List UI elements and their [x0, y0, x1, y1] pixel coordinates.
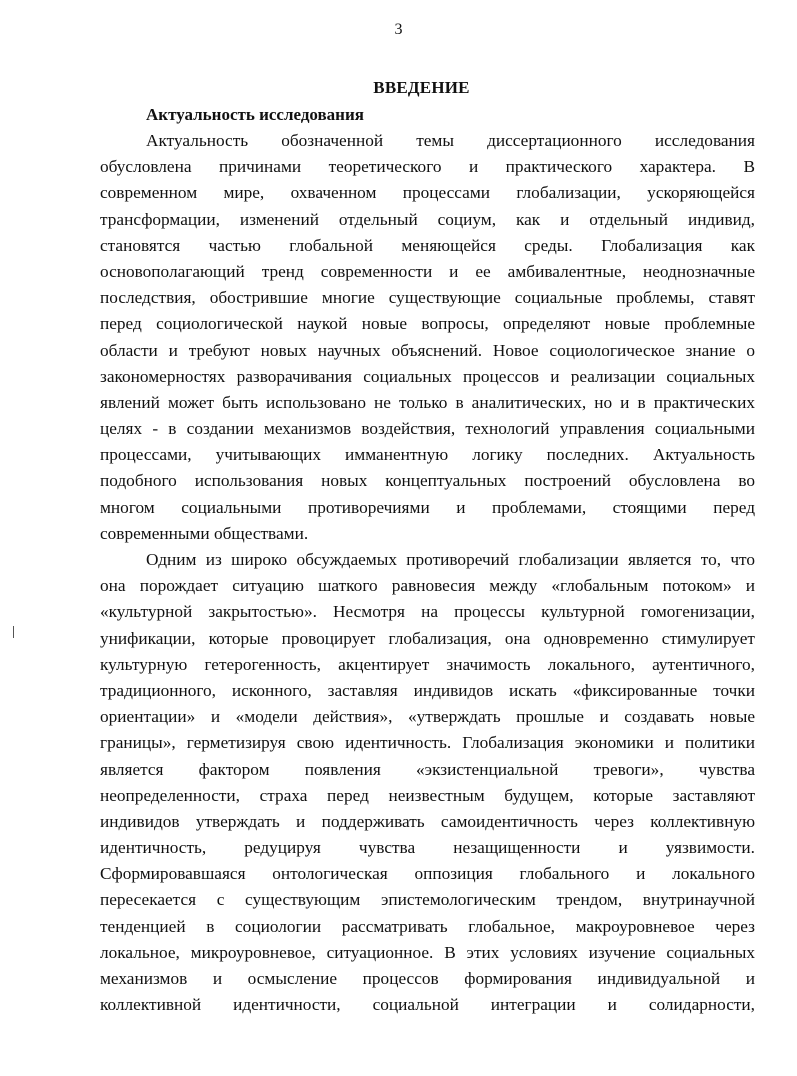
text-line: Актуальность обозначенной темы диссертационного исследования [146, 131, 755, 150]
text-line: становятся частью глобальной меняющейся среды. Глобализация как [100, 235, 755, 255]
text-line: границы», герметизируя свою идентичность. Глобализация экономики и политики [100, 733, 755, 753]
text-line: коллективной идентичности, социальной интеграции и солидарности, [100, 995, 755, 1015]
margin-mark [13, 626, 14, 638]
text-line: унификации, которые провоцирует глобализация, она одновременно стимулирует [100, 628, 755, 648]
text-line: подобного использования новых концептуальных построений обусловлена во [100, 471, 755, 491]
text-line: целях - в создании механизмов воздействия, технологий управления социальными [100, 419, 755, 439]
text-line: «культурной закрытостью». Несмотря на процессы культурной гомогенизации, [100, 602, 755, 622]
text-line: является фактором появления «экзистенциальной тревоги», чувства [100, 759, 755, 779]
text-line: процессами, учитывающих имманентную логику последних. Актуальность [100, 445, 755, 465]
text-line: механизмов и осмысление процессов формирования индивидуальной и [100, 969, 755, 988]
text-line: основополагающий тренд современности и ее амбивалентные, неоднозначные [100, 261, 755, 281]
text-line: идентичность, редуцируя чувства незащищенности и уязвимости. [100, 838, 755, 858]
text-line: закономерностях разворачивания социальных процессов и реализации социальных [100, 366, 755, 386]
text-line: пересекается с существующим эпистемологическим трендом, внутринаучной [100, 890, 755, 910]
text-line: культурную гетерогенность, акцентирует значимость локального, аутентичного, [100, 654, 755, 674]
text-line: традиционного, исконного, заставляя индивидов искать «фиксированные точки [100, 680, 755, 700]
text-line: она порождает ситуацию шаткого равновесия между «глобальным потоком» и [100, 576, 755, 596]
text-line: локальное, микроуровневое, ситуационное. В этих условиях изучение социальных [100, 942, 755, 962]
text-line: ориентации» и «модели действия», «утверждать прошлые и создавать новые [100, 707, 755, 727]
text-line: Сформировавшаяся онтологическая оппозиция глобального и локального [100, 864, 755, 884]
text-line: явлений может быть использовано не только в аналитических, но и в практических [100, 392, 755, 412]
text-line: современными обществами. [100, 523, 309, 543]
page-number: 3 [394, 21, 403, 38]
paragraph-relevance [100, 128, 755, 547]
section-heading: ВВЕДЕНИЕ [373, 78, 470, 97]
text-line: неопределенности, страха перед неизвестным будущем, которые заставляют [100, 785, 755, 805]
text-line: Одним из широко обсуждаемых противоречий глобализации является то, что [146, 550, 755, 569]
text-line: перед социологической наукой новые вопросы, определяют новые проблемные [100, 314, 755, 334]
text-line: области и требуют новых научных объяснений. Новое социологическое знание о [100, 340, 755, 360]
text-line: обусловлена причинами теоретического и практического характера. В [100, 157, 755, 177]
text-line: индивидов утверждать и поддерживать самоидентичность через коллективную [100, 811, 755, 831]
text-line: трансформации, изменений отдельный социум, как и отдельный индивид, [100, 209, 755, 229]
text-line: последствия, обострившие многие существующие социальные проблемы, ставят [100, 288, 755, 308]
text-line: тенденцией в социологии рассматривать глобальное, макроуровневое через [100, 916, 755, 936]
text-line: многом социальными противоречиями и проблемами, стоящими перед [100, 497, 755, 517]
text-line: современном мире, охваченном процессами глобализации, ускоряющейся [100, 183, 755, 203]
paragraph-globalization [100, 547, 755, 1018]
subsection-heading: Актуальность исследования [146, 105, 364, 124]
